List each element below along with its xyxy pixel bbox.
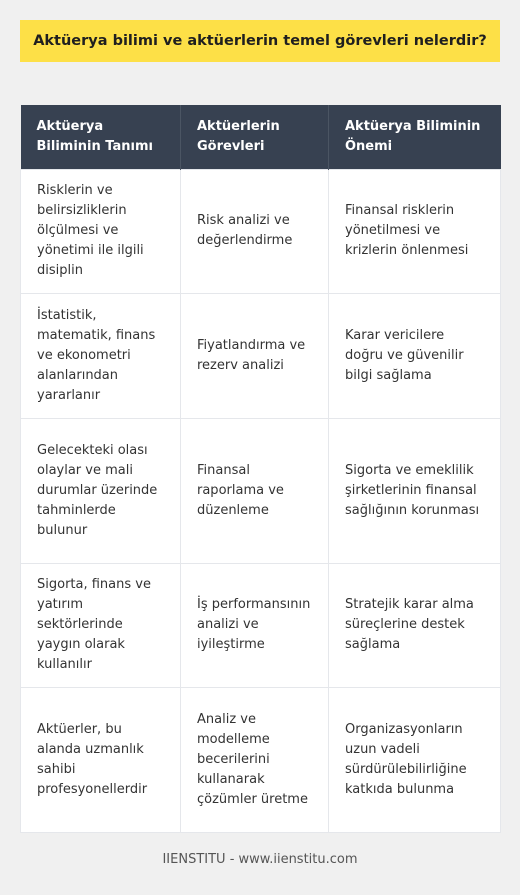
- table-cell: Karar vericilere doğru ve güvenilir bilgi sağlama: [329, 293, 501, 418]
- table-cell: Risklerin ve belirsizliklerin ölçülmesi ve yönetimi ile ilgili disiplin: [21, 169, 181, 293]
- table-cell: İstatistik, matematik, finans ve ekonometri alanlarından yararlanır: [21, 293, 181, 418]
- table-row: [21, 563, 501, 687]
- table-cell: Stratejik karar alma süreçlerine destek sağlama: [329, 563, 501, 687]
- table-cell: Organizasyonların uzun vadeli sürdürülebilirliğine katkıda bulunma: [329, 687, 501, 832]
- info-table: [20, 105, 501, 833]
- table-cell: Analiz ve modelleme becerilerini kullanarak çözümler üretme: [181, 687, 329, 832]
- table-header-row: [21, 105, 501, 169]
- footer-credit: IIENSTITU - www.iienstitu.com: [162, 852, 358, 867]
- table-cell: İş performansının analizi ve iyileştirme: [181, 563, 329, 687]
- column-header-importance: Aktüerya Biliminin Önemi: [329, 105, 501, 169]
- column-header-duties: Aktüerlerin Görevleri: [181, 105, 329, 169]
- table-cell: Sigorta ve emeklilik şirketlerinin finansal sağlığının korunması: [329, 418, 501, 563]
- table-cell: Aktüerler, bu alanda uzmanlık sahibi profesyonellerdir: [21, 687, 181, 832]
- table-cell: Fiyatlandırma ve rezerv analizi: [181, 293, 329, 418]
- table-row: [21, 687, 501, 832]
- table-row: [21, 418, 501, 563]
- table-cell: Gelecekteki olası olaylar ve mali durumlar üzerinde tahminlerde bulunur: [21, 418, 181, 563]
- page-title: Aktüerya bilimi ve aktüerlerin temel görevleri nelerdir?: [20, 20, 500, 62]
- table-cell: Finansal risklerin yönetilmesi ve krizlerin önlenmesi: [329, 169, 501, 293]
- column-header-definition: Aktüerya Biliminin Tanımı: [21, 105, 181, 169]
- table-row: [21, 169, 501, 293]
- table-cell: Finansal raporlama ve düzenleme: [181, 418, 329, 563]
- table-cell: Sigorta, finans ve yatırım sektörlerinde yaygın olarak kullanılır: [21, 563, 181, 687]
- table-cell: Risk analizi ve değerlendirme: [181, 169, 329, 293]
- table-row: [21, 293, 501, 418]
